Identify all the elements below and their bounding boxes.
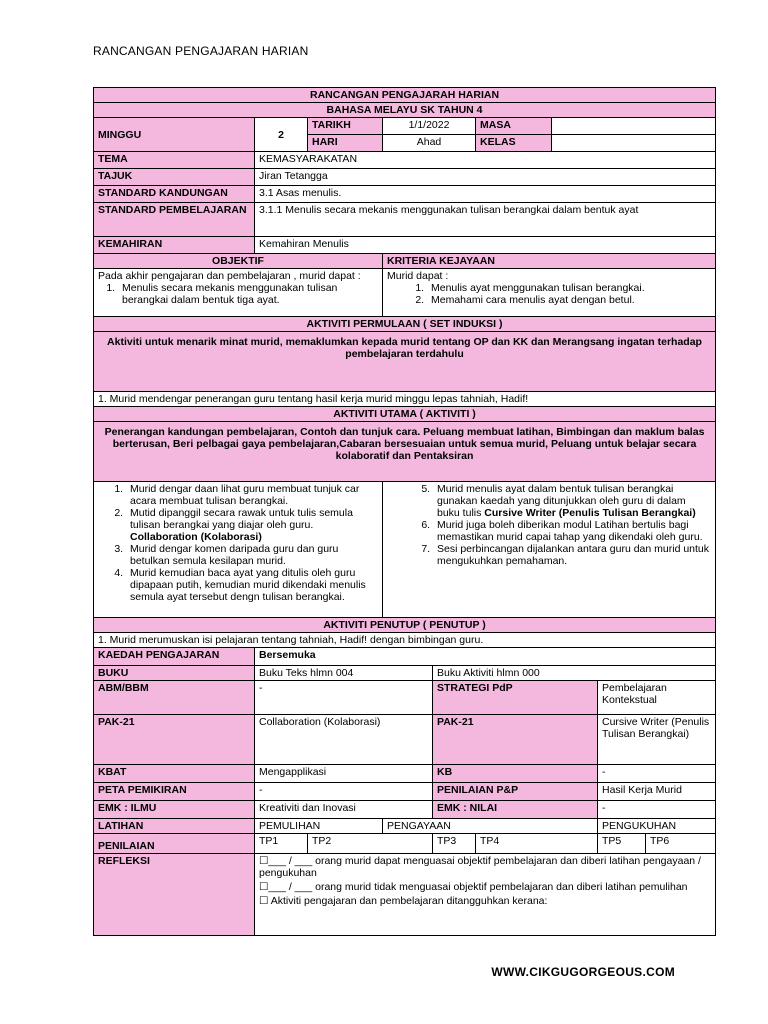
emk-ilmu-value: Kreativiti dan Inovasi (255, 801, 433, 819)
plan-title: RANCANGAN PENGAJARAH HARIAN (94, 88, 716, 103)
utama-item-1: 1. Murid dengar daan lihat guru membuat tunjuk car acara membuat tulisan berangkai. (126, 483, 378, 507)
strategi-value: Pembelajaran Kontekstual (598, 681, 716, 715)
kriteria-item: 1. Menulis ayat menggunakan tulisan berangkai. (427, 282, 711, 294)
refleksi-line-3: ☐ Aktiviti pengajaran dan pembelajaran ditangguhkan kerana: (259, 895, 548, 907)
kemahiran-label: KEMAHIRAN (94, 237, 255, 254)
kriteria-content (383, 269, 716, 317)
tema-value: KEMASYARAKATAN (255, 152, 716, 169)
permulaan-description: Aktiviti untuk menarik minat murid, memaklumkan kepada murid tentang OP dan KK dan Merangsang ingatan terhadap pembelajaran terdahulu (94, 332, 716, 392)
pak21-label-b: PAK-21 (433, 715, 598, 765)
tp6-cell: TP6 (646, 834, 716, 854)
tarikh-value: 1/1/2022 (383, 118, 476, 135)
utama-item-7: 7. Sesi perbincangan dijalankan antara guru dan murid untuk mengukuhkan pemahaman. (433, 543, 711, 567)
kaedah-value: Bersemuka (255, 648, 716, 666)
emk-ilmu-label: EMK : ILMU (94, 801, 255, 819)
kriteria-header: KRITERIA KEJAYAAN (383, 254, 716, 269)
pak21-value-b: Cursive Writer (Penulis Tulisan Berangkai) (598, 715, 716, 765)
tarikh-label: TARIKH (308, 118, 383, 135)
permulaan-activity: 1. Murid mendengar penerangan guru tentang hasil kerja murid minggu lepas tahniah, Hadif! (94, 392, 716, 407)
utama-description: Penerangan kandungan pembelajaran, Contoh dan tunjuk cara. Peluang membuat latihan, Bimbingan dan maklum balas berterusan, Beri pelbagai gaya pembelajaran,Cabaran bersesuaian untuk semua murid, Peluang untuk belajar secara kolaboratif dan Pentaksiran (94, 422, 716, 482)
tp1-cell: TP1 (255, 834, 308, 854)
utama-header: AKTIVITI UTAMA ( AKTIVITI ) (94, 407, 716, 422)
utama-item-4: 4. Murid kemudian baca ayat yang ditulis oleh guru dipapaan putih, kemudian murid dikendaki menulis semula ayat tersebut dengn tulisan berangkai. (126, 567, 378, 603)
standard-kandungan-label: STANDARD KANDUNGAN (94, 186, 255, 203)
latihan-pengayaan: PENGAYAAN (383, 819, 598, 834)
plan-subtitle: BAHASA MELAYU SK TAHUN 4 (94, 103, 716, 118)
pak21-label-a: PAK-21 (94, 715, 255, 765)
abm-value: - (255, 681, 433, 715)
minggu-label: MINGGU (94, 118, 255, 152)
tajuk-value: Jiran Tetangga (255, 169, 716, 186)
hari-value: Ahad (383, 135, 476, 152)
minggu-value: 2 (255, 118, 308, 152)
kaedah-label: KAEDAH PENGAJARAN (94, 648, 255, 666)
objektif-header: OBJEKTIF (94, 254, 383, 269)
hari-label: HARI (308, 135, 383, 152)
kriteria-item: 2. Memahami cara menulis ayat dengan betul. (427, 294, 711, 306)
standard-pembelajaran-label: STANDARD PEMBELAJARAN (94, 203, 255, 237)
emk-nilai-value: - (598, 801, 716, 819)
penutup-header: AKTIVITI PENUTUP ( PENUTUP ) (94, 618, 716, 633)
abm-label: ABM/BBM (94, 681, 255, 715)
refleksi-line-2: ☐___ / ___ orang murid tidak menguasai objektif pembelajaran dan diberi latihan pemulihan (259, 881, 688, 893)
permulaan-header: AKTIVITI PERMULAAN ( SET INDUKSI ) (94, 317, 716, 332)
penilaian-label: PENILAIAN (94, 834, 255, 854)
buku-teks: Buku Teks hlmn 004 (255, 666, 433, 681)
tp5-cell: TP5 (598, 834, 646, 854)
objektif-item: 1. Menulis secara mekanis menggunakan tulisan berangkai dalam bentuk tiga ayat. (118, 282, 378, 306)
kbat-value: Mengapplikasi (255, 765, 433, 783)
tp2-cell: TP2 (308, 834, 433, 854)
latihan-pengukuhan: PENGUKUHAN (598, 819, 716, 834)
kemahiran-value: Kemahiran Menulis (255, 237, 716, 254)
objektif-intro: Pada akhir pengajaran dan pembelajaran , murid dapat : (98, 270, 361, 282)
kelas-label: KELAS (476, 135, 552, 152)
refleksi-content (255, 854, 716, 936)
buku-aktiviti: Buku Aktiviti hlmn 000 (433, 666, 716, 681)
lesson-plan-table (93, 87, 716, 936)
footer-website: WWW.CIKGUGORGEOUS.COM (491, 965, 675, 979)
kbat-label: KBAT (94, 765, 255, 783)
buku-label: BUKU (94, 666, 255, 681)
penilaian-pp-value: Hasil Kerja Murid (598, 783, 716, 801)
penutup-activity: 1. Murid merumuskan isi pelajaran tentang tahniah, Hadif! dengan bimbingan guru. (94, 633, 716, 648)
standard-pembelajaran-value: 3.1.1 Menulis secara mekanis menggunakan tulisan berangkai dalam bentuk ayat (255, 203, 716, 237)
latihan-pemulihan: PEMULIHAN (255, 819, 383, 834)
penilaian-pp-label: PENILAIAN P&P (433, 783, 598, 801)
tp3-cell: TP3 (433, 834, 476, 854)
peta-pemikiran-value: - (255, 783, 433, 801)
kb-label: KB (433, 765, 598, 783)
utama-right-column (383, 482, 716, 618)
utama-left-column (94, 482, 383, 618)
refleksi-label: REFLEKSI (94, 854, 255, 936)
document-heading: RANCANGAN PENGAJARAN HARIAN (93, 44, 309, 58)
tajuk-label: TAJUK (94, 169, 255, 186)
pak21-value-a: Collaboration (Kolaborasi) (255, 715, 433, 765)
masa-value (552, 118, 716, 135)
utama-item-2: 2. Mutid dipanggil secara rawak untuk tulis semula tulisan berangkai yang diajar oleh guru. Collaboration (Kolaborasi) (126, 507, 378, 543)
strategi-label: STRATEGI PdP (433, 681, 598, 715)
emk-nilai-label: EMK : NILAI (433, 801, 598, 819)
utama-item-6: 6. Murid juga boleh diberikan modul Latihan bertulis bagi memastikan murid capai tahap yang dikendaki oleh guru. (433, 519, 711, 543)
utama-item-3: 3. Murid dengar komen daripada guru dan guru betulkan semula kesilapan murid. (126, 543, 378, 567)
kriteria-intro: Murid dapat : (387, 270, 449, 282)
kelas-value (552, 135, 716, 152)
tp4-cell: TP4 (476, 834, 598, 854)
standard-kandungan-value: 3.1 Asas menulis. (255, 186, 716, 203)
latihan-label: LATIHAN (94, 819, 255, 834)
objektif-content (94, 269, 383, 317)
masa-label: MASA (476, 118, 552, 135)
refleksi-line-1: ☐___ / ___ orang murid dapat menguasai objektif pembelajaran dan diberi latihan pengayaan / pengukuhan (259, 855, 701, 879)
tema-label: TEMA (94, 152, 255, 169)
kb-value: - (598, 765, 716, 783)
peta-pemikiran-label: PETA PEMIKIRAN (94, 783, 255, 801)
utama-item-5: 5. Murid menulis ayat dalam bentuk tulisan berangkai gunakan kaedah yang ditunjukkan oleh guru di dalam buku tulis Cursive Writer (Penulis Tulisan Berangkai) (433, 483, 711, 519)
